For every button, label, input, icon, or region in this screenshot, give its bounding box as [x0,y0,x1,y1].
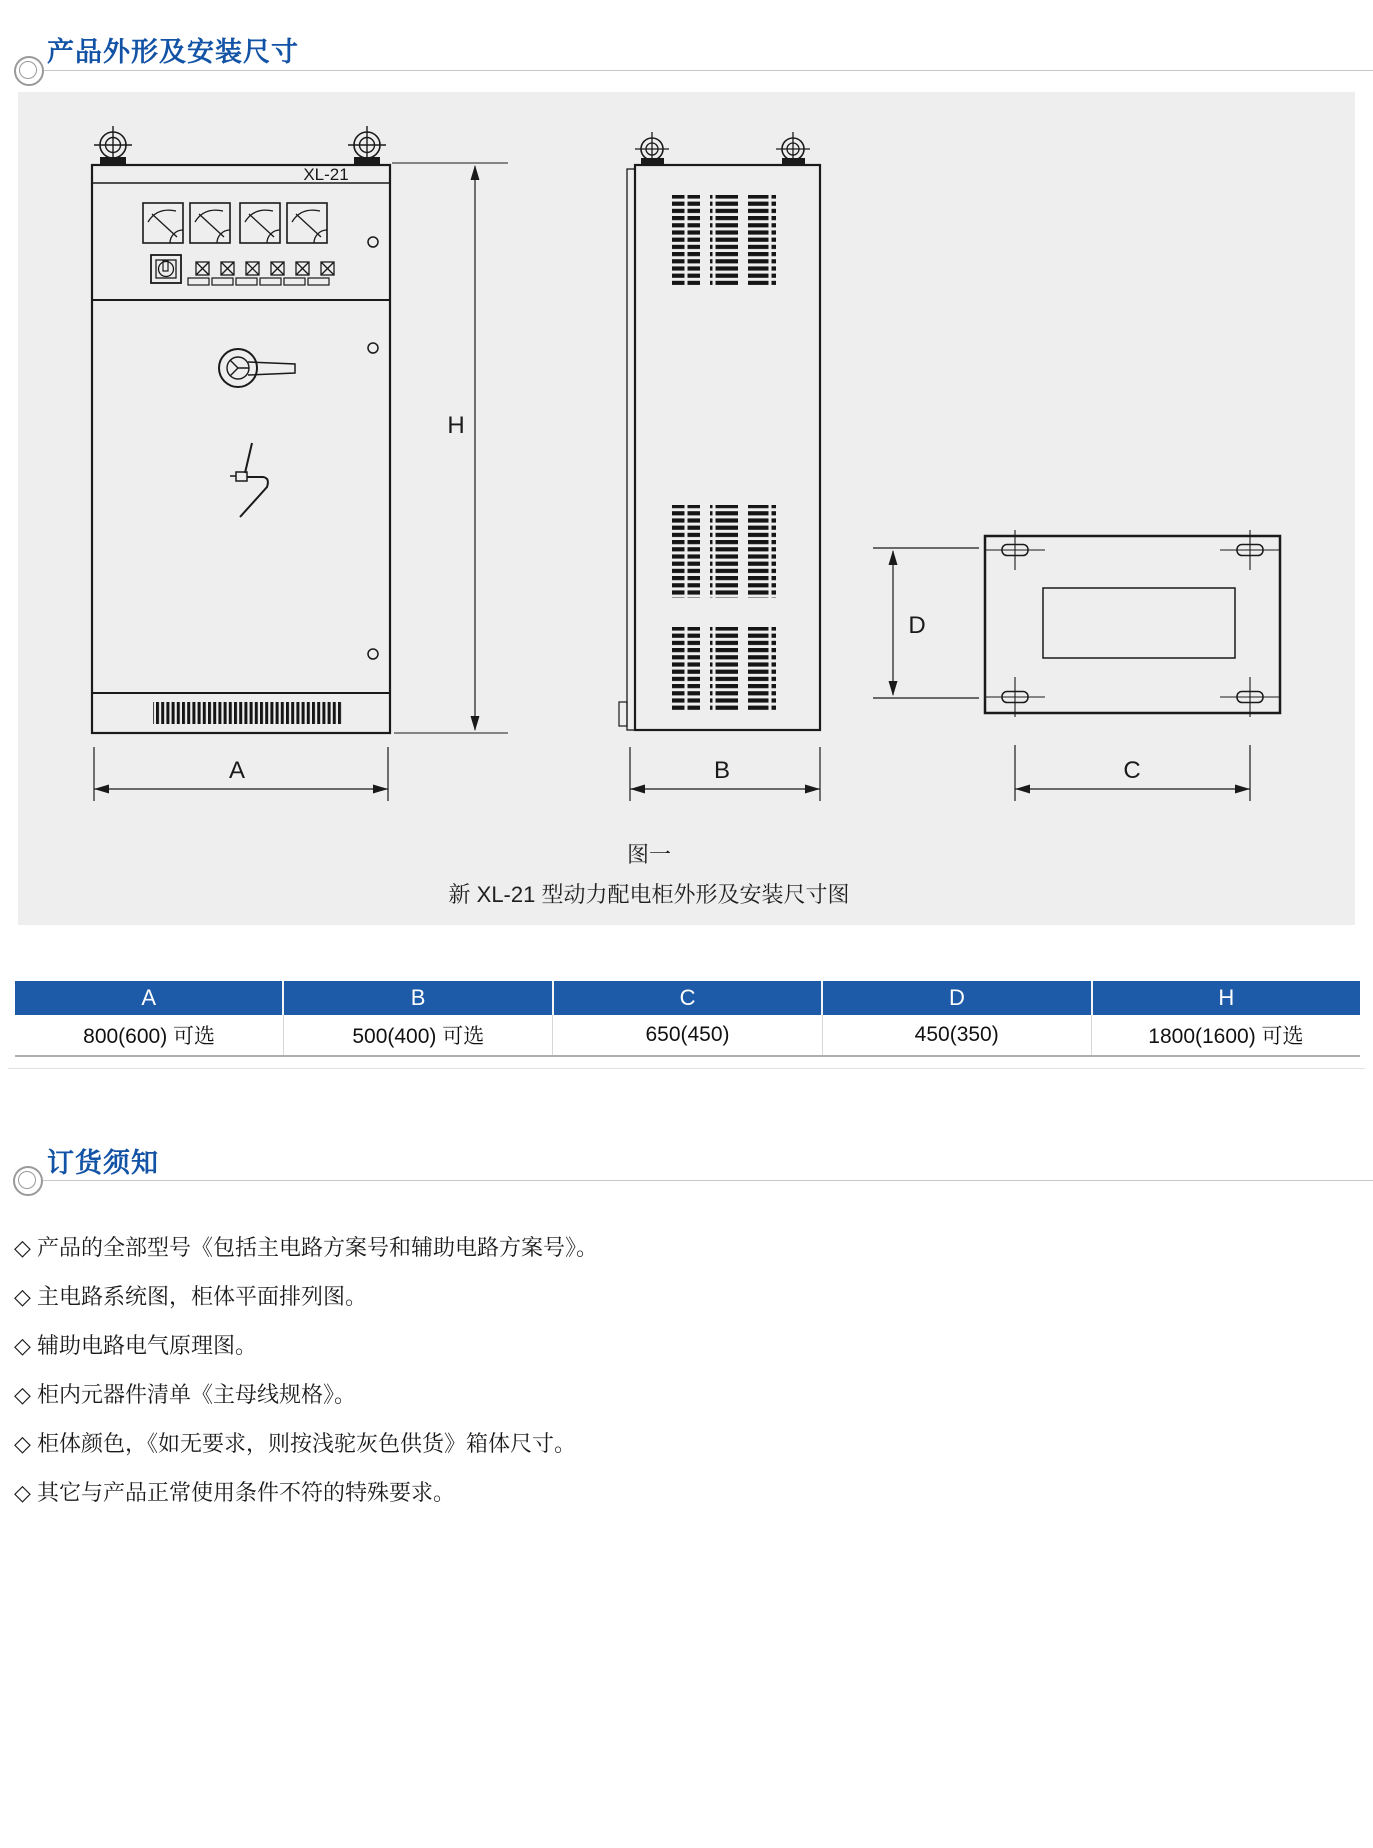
lightning-bolt-icon [230,443,268,517]
label-plates [188,278,329,285]
dimension-c [1015,745,1250,801]
door-handle-icon [219,349,295,387]
front-view [92,126,390,733]
front-cabinet-outline [92,165,390,733]
installation-drawing [18,92,1355,837]
mounting-slot-icon [985,677,1045,717]
dim-label-b: B [713,757,731,784]
figure-title: 新 XL-21 型动力配电柜外形及安装尺寸图 [448,882,850,907]
table-header-a: A [15,981,284,1015]
figure-panel [18,92,1355,925]
meter-gauge-icon [143,203,183,243]
table-header-b: B [284,981,553,1015]
lock-hole [368,649,378,659]
dim-label-c: C [1123,757,1141,784]
ordering-note-item: ◇ 柜内元器件清单《主母线规格》。 [14,1382,357,1407]
indicator-lamp-icon [196,262,334,275]
mounting-slot-icon [1220,677,1280,717]
table-header-d: D [823,981,1092,1015]
table-value-b: 500(400) 可选 [284,1015,553,1055]
figure-caption [18,838,1280,909]
ring-icon [14,56,44,86]
vent-slots [672,195,776,712]
meter-gauge-icon [240,203,280,243]
dimension-b [630,747,820,801]
dim-label-h: H [447,412,465,439]
table-header-h: H [1218,985,1235,1010]
section-rule [42,70,1373,71]
figure-number: 图一 [626,842,671,867]
table-value-d: 450(350) [823,1015,1092,1055]
table-header-row [15,981,1360,1015]
ordering-notes-list [14,1233,1254,1527]
dimension-a [94,747,388,801]
vent-grille [153,702,343,724]
lock-hole [368,343,378,353]
rear-mounting-view [985,530,1280,717]
dimension-h [392,163,508,733]
table-value-h: 1800(1600) 可选 [1148,1025,1304,1048]
lock-hole [368,237,378,247]
ordering-note-item: ◇ 其它与产品正常使用条件不符的特殊要求。 [14,1480,456,1505]
ring-inner-icon [18,1171,36,1189]
hinge-tab [619,702,627,726]
eye-bolt-icon [348,126,386,165]
table-data-row [15,1015,1360,1057]
table-header-c: C [554,981,823,1015]
key-switch-icon [151,255,181,283]
cable-opening [1043,588,1235,658]
meter-gauge-icon [190,203,230,243]
ordering-note-item: ◇ 主电路系统图，柜体平面排列图。 [14,1284,368,1309]
table-value-a: 800(600) 可选 [15,1015,284,1055]
ordering-note-item: ◇ 柜体颜色，《如无要求，则按浅驼灰色供货》箱体尺寸。 [14,1431,577,1456]
section-title-ordering: 订货须知 [47,1148,159,1178]
table-value-c: 650(450) [553,1015,822,1055]
dimension-table [15,981,1360,1057]
ordering-note-item: ◇ 辅助电路电气原理图。 [14,1333,258,1358]
ring-inner-icon [19,61,37,79]
door-edge [627,169,635,730]
eye-bolt-icon [776,132,810,165]
dim-label-d: D [908,612,926,639]
eye-bolt-icon [635,132,669,165]
table-underline [8,1068,1365,1069]
eye-bolt-icon [94,126,132,165]
ordering-note-item: ◇ 产品的全部型号《包括主电路方案号和辅助电路方案号》。 [14,1235,599,1260]
section-rule [42,1180,1373,1181]
meter-gauge-icon [287,203,327,243]
section-title-dimensions: 产品外形及安装尺寸 [47,37,299,67]
dimension-d [873,548,979,698]
dim-label-a: A [228,757,246,784]
cabinet-model-label: XL-21 [303,165,349,184]
ring-icon [13,1166,43,1196]
side-view [619,132,820,730]
